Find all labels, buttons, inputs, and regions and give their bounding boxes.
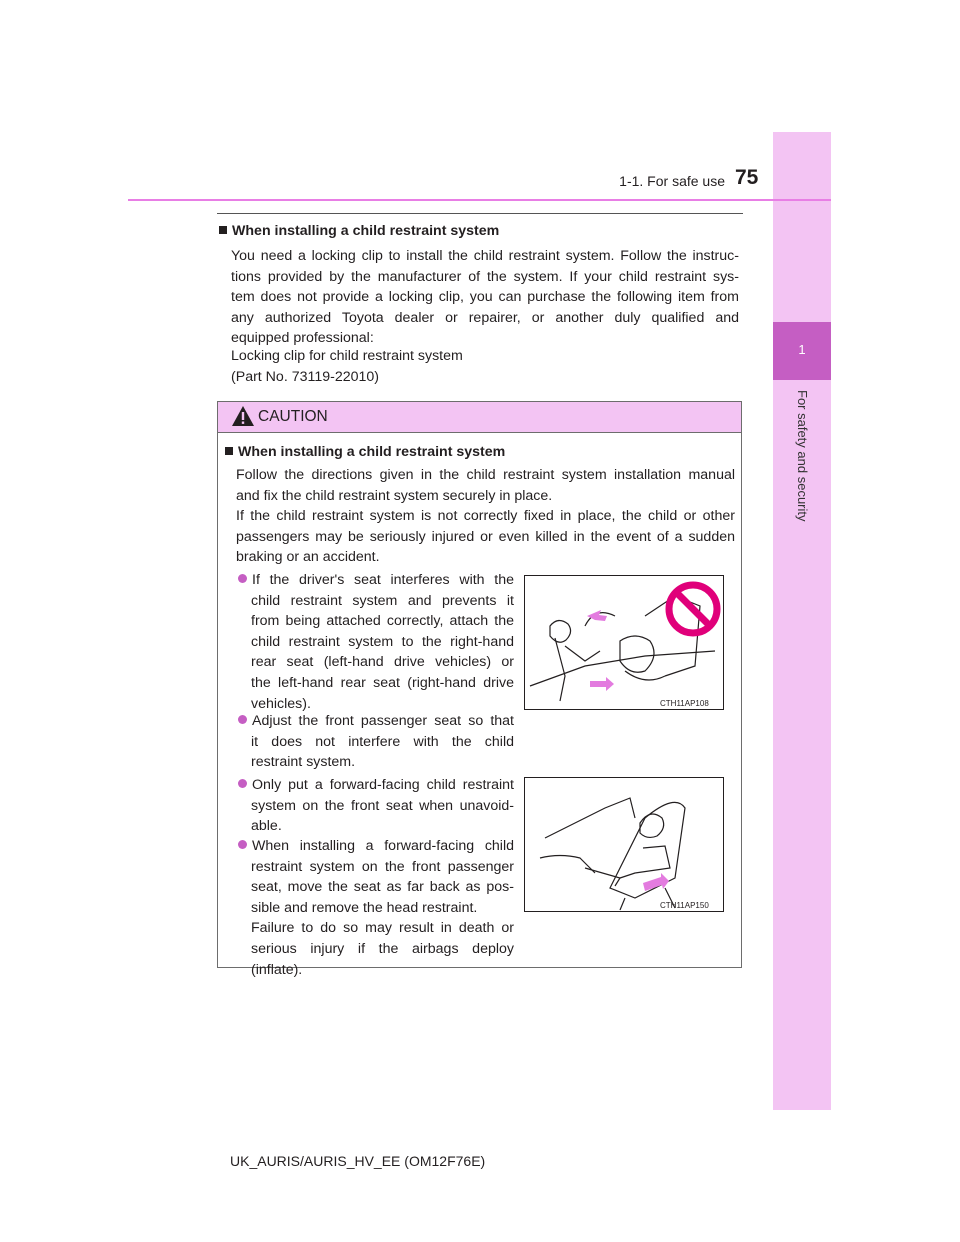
content-rule [217,213,743,214]
caution-heading [225,444,505,460]
caution-heading-text: When installing a child restraint system [238,444,506,460]
part-number: (Part No. 73119-22010) [231,368,380,385]
bullet-text: able. [251,818,282,835]
header-rule [128,199,831,201]
child-seat-illustration [525,778,723,911]
bullet-text: restraint system. [251,754,356,771]
intro-line: tions provided by the manufacturer of the system. If your child restraint sys- [231,268,739,285]
intro-heading [219,223,499,239]
illustration-forward-facing-seat [524,777,724,912]
caution-paragraph [236,465,735,568]
bullet-dot-icon [238,779,247,788]
illustration-code: CTH11AP150 [660,901,709,910]
bullet-text: Only put a forward-facing child restraint [252,777,514,793]
bullet-text: child restraint system and prevents it [251,592,514,609]
illustration-code: CTH11AP108 [660,699,709,708]
chapter-number: 1 [798,342,806,357]
caution-line: braking or an accident. [236,549,380,566]
part-info [231,346,463,387]
square-bullet-icon [225,447,233,455]
square-bullet-icon [219,226,227,234]
bullet-item [238,711,514,773]
intro-paragraph [231,246,739,349]
intro-heading-text: When installing a child restraint system [232,223,500,239]
bullet-item [238,836,514,980]
footer-model: UK_AURIS/AURIS_HV_EE (OM12F76E) [230,1153,486,1169]
bullet-text: If the driver's seat interferes with the [252,572,514,588]
intro-line: equipped professional: [231,330,374,347]
bullet-text: sible and remove the head restraint. [251,899,478,916]
bullet-text: vehicles). [251,695,311,712]
part-line: Locking clip for child restraint system [231,348,463,364]
bullet-dot-icon [238,574,247,583]
bullet-text: serious injury if the airbags deploy [251,940,514,957]
bullet-text: rear seat (left-hand drive vehicles) or [251,654,514,671]
intro-line: any authorized Toyota dealer or repairer, or another duly qualified and [231,309,739,326]
chapter-title-text: For safety and security [795,390,810,522]
bullet-text: from being attached correctly, attach the [251,613,514,630]
car-seat-illustration [525,576,723,709]
warning-icon [231,405,255,427]
bullet-text: Adjust the front passenger seat so that [252,713,514,729]
caution-title: CAUTION [258,408,328,425]
bullet-dot-icon [238,715,247,724]
bullet-dot-icon [238,840,247,849]
bullet-text: the left-hand rear seat (right-hand drive [251,674,514,691]
bullet-text: child restraint system to the right-hand [251,633,514,650]
page-number: 75 [735,166,759,189]
bullet-text: system on the front seat when unavoid- [251,797,514,814]
bullet-text: Failure to do so may result in death or [251,920,514,937]
side-tab-background [773,132,831,1110]
caution-line: If the child restraint system is not correctly fixed in place, the child or other [236,508,735,525]
bullet-text: When installing a forward-facing child [252,838,514,854]
bullet-text: it does not interfere with the child [251,733,514,750]
illustration-seat-interference [524,575,724,710]
intro-line: You need a locking clip to install the child restraint system. Follow the instruc- [231,248,739,264]
bullet-item [238,570,514,714]
bullet-text: seat, move the seat as far back as pos- [251,879,514,896]
intro-line: tem does not provide a locking clip, you can purchase the following item from [231,289,739,306]
bullet-text: restraint system on the front passenger [251,858,514,875]
caution-line: Follow the directions given in the child restraint system installation manual [236,467,735,483]
bullet-item [238,775,514,837]
caution-line: passengers may be seriously injured or even killed in the event of a sudden [236,528,735,545]
bullet-text: (inflate). [251,961,303,978]
caution-line: and fix the child restraint system securely in place. [236,487,553,504]
section-title: 1-1. For safe use [619,173,725,189]
